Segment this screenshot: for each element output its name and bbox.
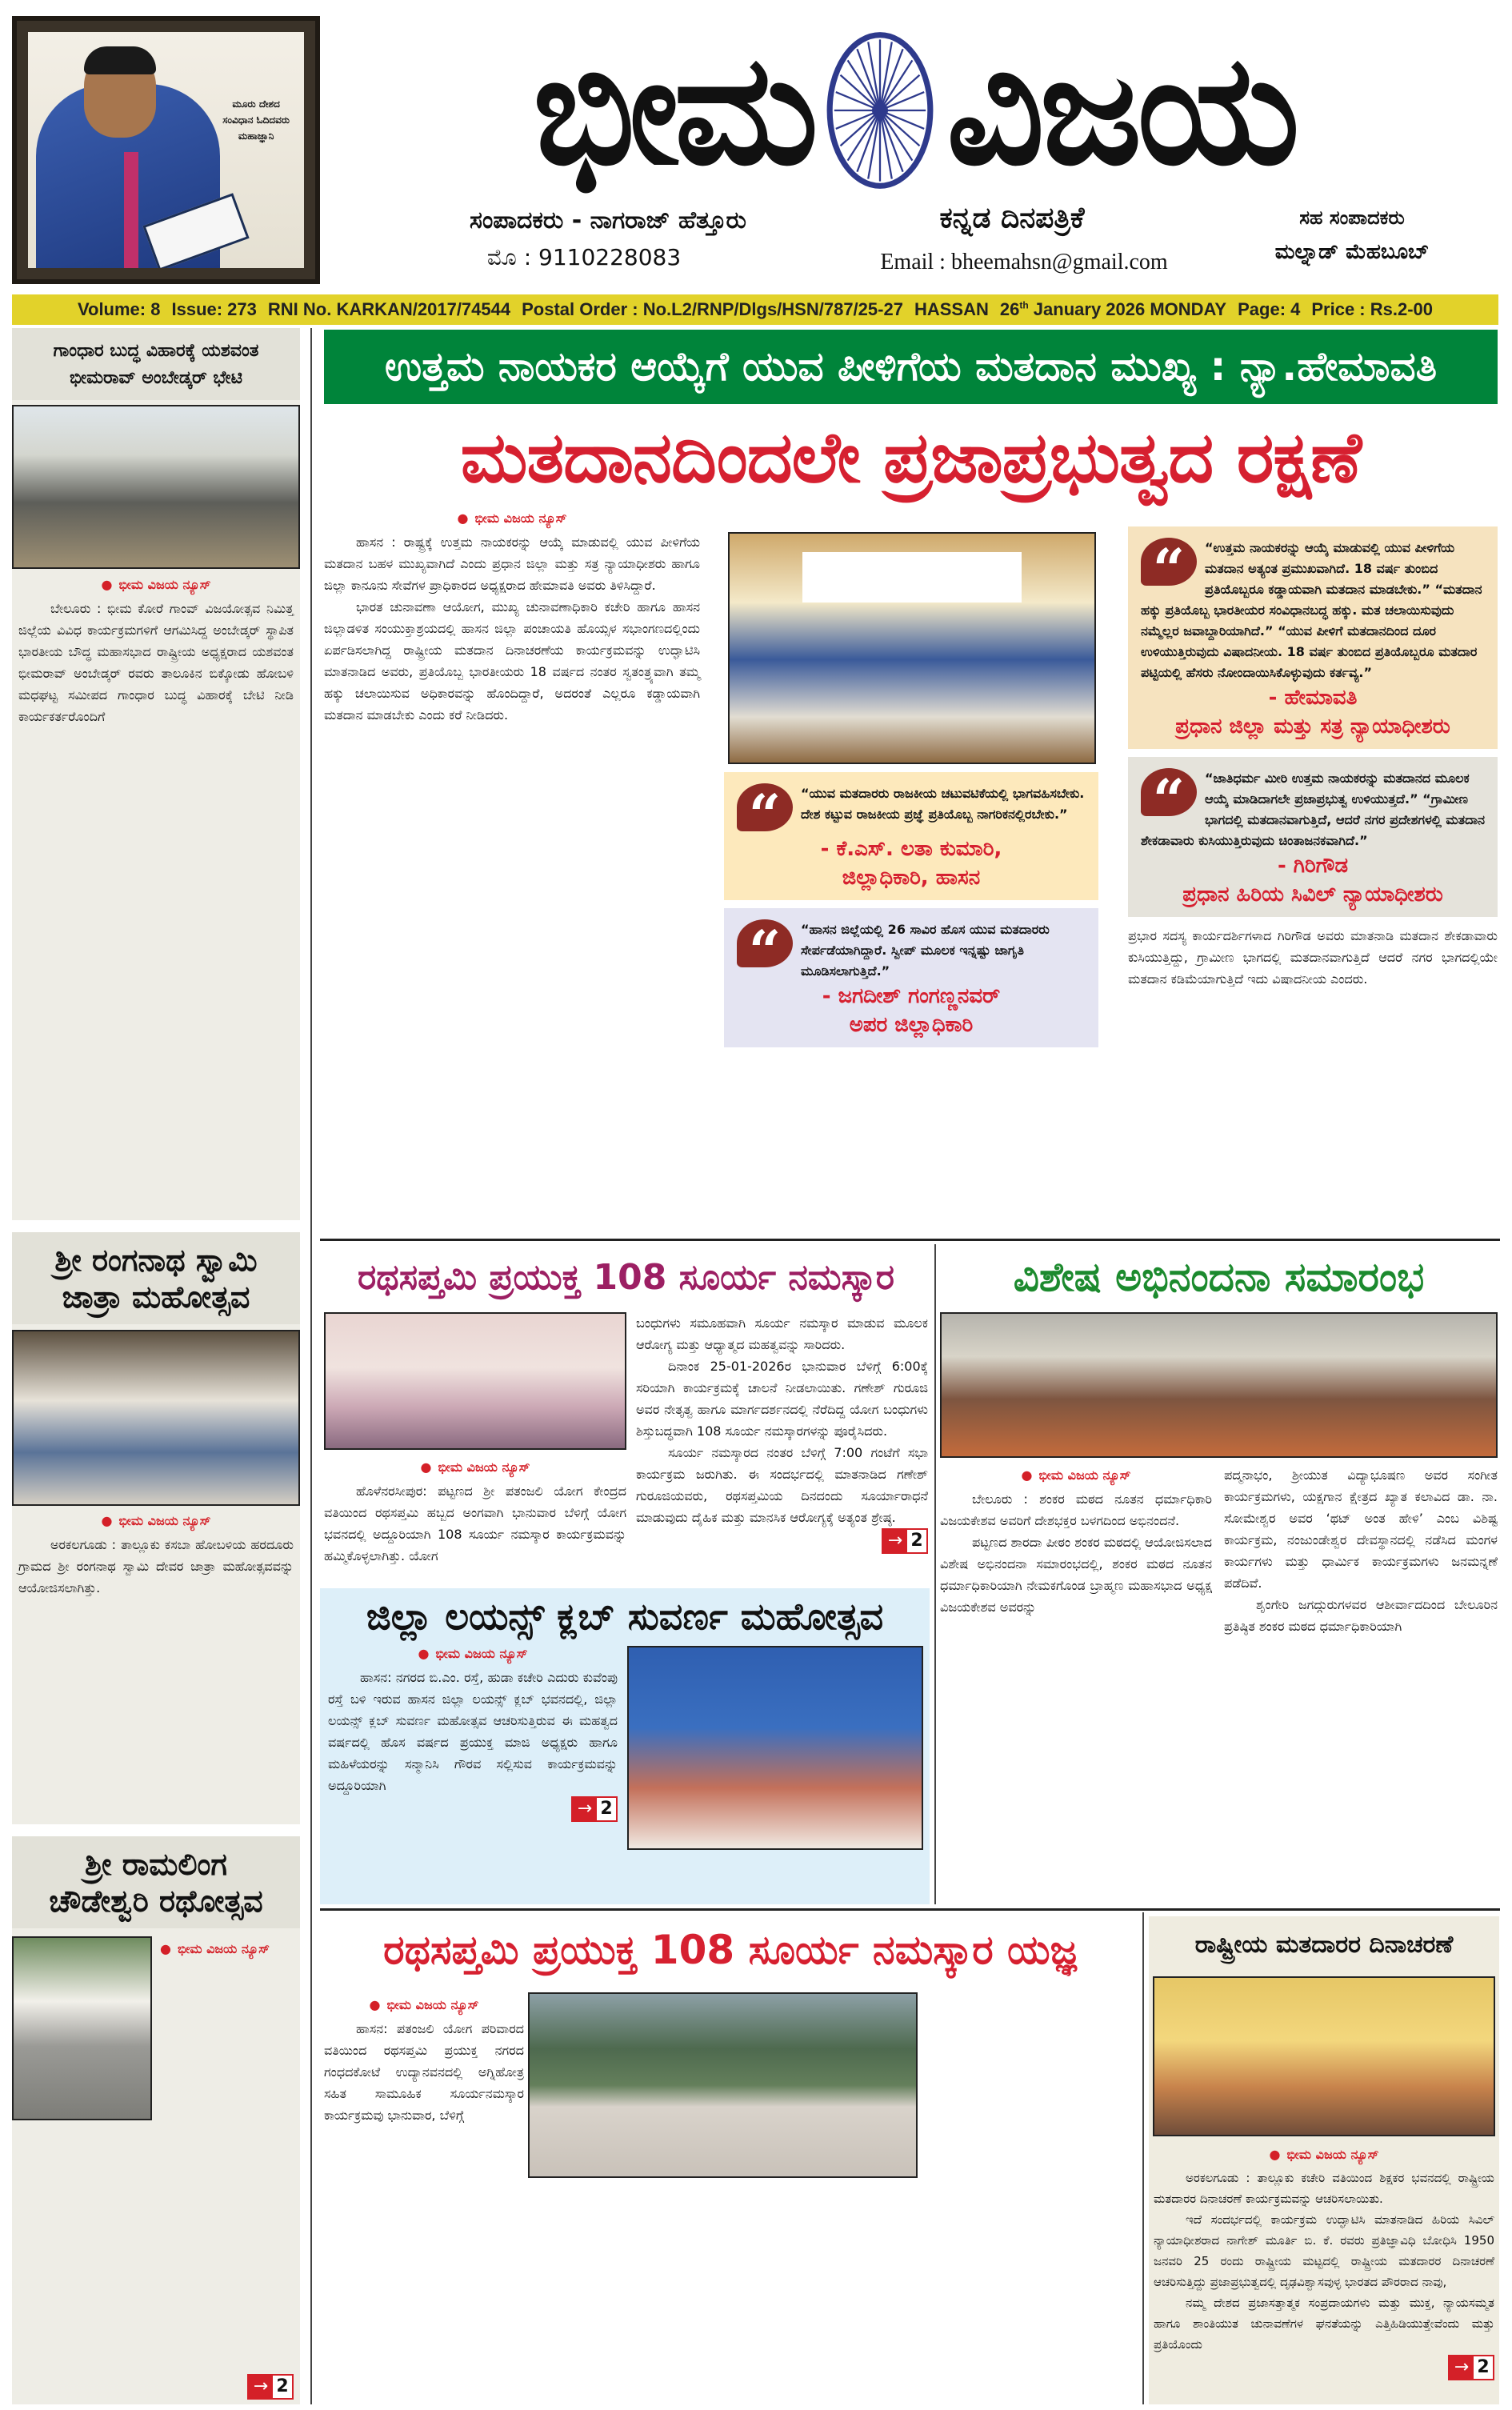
yoga-hall-photo — [324, 1312, 626, 1450]
quote-text: “ಹಾಸನ ಜಿಲ್ಲೆಯಲ್ಲಿ 26 ಸಾವಿರ ಹೊಸ ಯುವ ಮತದಾರರು ಸೇರ್ಪಡೆಯಾಗಿದ್ದಾರೆ. ಸ್ವೀಪ್ ಮೂಲಕ ಇನ್ನಷ್ಟು ಜಾಗೃತಿ ಮೂಡಿಸಲಾಗುತ್ತಿದೆ.” — [801, 922, 1050, 979]
photo-banner — [802, 552, 1022, 602]
quote-box-lathakumari — [724, 772, 1098, 900]
story-body: ಬೇಲೂರು : ಭೀಮ ಕೋರೆ ಗಾಂವ್ ವಿಜಯೋತ್ಸವ ನಿಮಿತ್ತ ಜಿಲ್ಲೆಯ ವಿವಿಧ ಕಾರ್ಯಕ್ರಮಗಳಿಗೆ ಆಗಮಿಸಿದ್ದ ಅಂಬೇಡ್ಕರ್ ಸ್ಥಾಪಿತ ಭಾರತೀಯ ಬೌದ್ಧ ಮಹಾಸಭಾದ ರಾಷ್ಟ್ರೀಯ ಅಧ್ಯಕ್ಷರಾದ ಯಶವಂತ ಭೀಮರಾವ್ ಅಂಬೇಡ್ಕರ್ ರವರು ತಾಲೂಕಿನ ಬಿಕ್ಕೋಡು ಹೋಬಳಿ ಮಧಘಟ್ಟ ಸಮೀಪದ ಗಾಂಧಾರ ಬುದ್ಧ ವಿಹಾರಕ್ಕೆ ಬೇಟಿ ನೀಡಿ ಕಾರ್ಯಕರ್ತರೊಂದಿಗೆ — [18, 601, 294, 724]
lead-story-headline: ಮತದಾನದಿಂದಲೇ ಪ್ರಜಾಪ್ರಭುತ್ವದ ರಕ್ಷಣೆ — [460, 416, 1362, 498]
quote-box-jagadish — [724, 908, 1098, 1047]
section-divider — [320, 1908, 1500, 1911]
story-headline — [12, 328, 300, 400]
lead-story-column-2 — [724, 532, 1098, 1047]
byline: ● ಭೀಮ ವಿಜಯ ನ್ಯೂಸ್ — [18, 1513, 294, 1529]
quote-author-role: ಜಿಲ್ಲಾಧಿಕಾರಿ, ಹಾಸನ — [842, 866, 981, 890]
left-story-buddha-vihara — [12, 328, 300, 1220]
felicitation-column-2 — [1224, 1464, 1498, 1637]
voters-day-story — [1149, 1916, 1499, 2404]
byline: ● ಭೀಮ ವಿಜಯ ನ್ಯೂಸ್ — [940, 1467, 1212, 1483]
byline: ● ಭೀಮ ವಿಜಯ ನ್ಯೂಸ್ — [324, 510, 700, 526]
co-editor-name: ಮಲ್ನಾಡ್ ಮೆಹಬೂಬ್ — [1274, 240, 1430, 264]
felicitation-headline: ವಿಶೇಷ ಅಭಿನಂದನಾ ಸಮಾರಂಭ — [1013, 1253, 1425, 1300]
editor-name: ಸಂಪಾದಕರು - ನಾಗರಾಜ್ ಹೆತ್ತೂರು — [470, 206, 746, 234]
story-body: ಹಾಸನ: ನಗರದ ಬಿ.ಎಂ. ರಸ್ತೆ, ಹುಡಾ ಕಚೇರಿ ಎದುರು ಕುವೆಂಪು ರಸ್ತೆ ಬಳಿ ಇರುವ ಹಾಸನ ಜಿಲ್ಲಾ ಲಯನ್ಸ್ ಕ್ಲಬ್ ಭವನದಲ್ಲಿ, ಜಿಲ್ಲಾ ಲಯನ್ಸ್ ಕ್ಲಬ್ ಸುವರ್ಣ ಮಹೋತ್ಸವ ಆಚರಿಸುತ್ತಿರುವ ಈ ಮಹತ್ವದ ವರ್ಷದಲ್ಲಿ ಹೊಸ ವರ್ಷದ ಪ್ರಯುಕ್ತ ಮಾಜಿ ಅಧ್ಯಕ್ಷರು ಹಾಗೂ ಮಹಿಳೆಯರನ್ನು ಸನ್ಮಾನಿಸಿ ಗೌರವ ಸಲ್ಲಿಸುವ ಕಾರ್ಯಕ್ರಮವನ್ನು ಅದ್ದೂರಿಯಾಗಿ — [328, 1670, 618, 1793]
caption-line: ಮಹಾಜ್ಞಾನಿ — [238, 130, 274, 142]
quote-author: - ಗಿರಿಗೌಡ — [1277, 854, 1349, 878]
byline: ● ಭೀಮ ವಿಜಯ ನ್ಯೂಸ್ — [328, 1646, 923, 1662]
issue-date — [1000, 299, 1226, 320]
headline-line: ಜಾತ್ರಾ ಮಹೋತ್ಸವ — [62, 1279, 250, 1315]
story-body: ಹೊಳೆನರಸೀಪುರ: ಪಟ್ಟಣದ ಶ್ರೀ ಪತಂಜಲಿ ಯೋಗ ಕೇಂದ್ರದ ವತಿಯಿಂದ ರಥಸಪ್ತಮಿ ಹಬ್ಬದ ಅಂಗವಾಗಿ ಭಾನುವಾರ ಬೆಳಿಗ್ಗೆ ಯೋಗ ಭವನದಲ್ಲಿ ಅದ್ದೂರಿಯಾಗಿ 108 ಸೂರ್ಯ ನಮಸ್ಕಾರ ಕಾರ್ಯಕ್ರಮವನ್ನು ಹಮ್ಮಿಕೊಳ್ಳಲಾಗಿತ್ತು. ಯೋಗ — [324, 1483, 626, 1563]
lead-story-banner: ಉತ್ತಮ ನಾಯಕರ ಆಯ್ಕೆಗೆ ಯುವ ಪೀಳಿಗೆಯ ಮತದಾನ ಮುಖ್ಯ : ನ್ಯಾ.ಹೇಮಾವತಿ — [324, 330, 1498, 404]
continued-page-button[interactable] — [247, 2374, 294, 2400]
story-paragraph: ದಿನಾಂಕ 25-01-2026ರ ಭಾನುವಾರ ಬೆಳಿಗ್ಗೆ 6:00ಕ್ಕೆ ಸರಿಯಾಗಿ ಕಾರ್ಯಕ್ರಮಕ್ಕೆ ಚಾಲನೆ ನೀಡಲಾಯಿತು. ಗಣೇಶ್ ಗುರೂಜಿ ಅವರ ನೇತೃತ್ವ ಹಾಗೂ ಮಾರ್ಗದರ್ಶನದಲ್ಲಿ ನೆರೆದಿದ್ದ ಯೋಗ ಬಂಧುಗಳು ಶಿಸ್ತುಬದ್ಧವಾಗಿ 108 ಸೂರ್ಯ ನಮಸ್ಕಾರಗಳನ್ನು ಪೂರೈಸಿದರು. — [636, 1359, 928, 1439]
story-headline — [12, 1836, 300, 1928]
story-paragraph: ಬಂಧುಗಳು ಸಮೂಹವಾಗಿ ಸೂರ್ಯ ನಮಸ್ಕಾರ ಮಾಡುವ ಮೂಲಕ ಆರೋಗ್ಯ ಮತ್ತು ಆಧ್ಯಾತ್ಮದ ಮಹತ್ವವನ್ನು ಸಾರಿದರು. — [636, 1315, 928, 1352]
lead-story-column-1 — [324, 506, 700, 726]
story-paragraph: ಪಟ್ಟಣದ ಶಾರದಾ ಪೀಠಂ ಶಂಕರ ಮಠದಲ್ಲಿ ಆಯೋಜಿಸಲಾದ ವಿಶೇಷ ಅಭಿನಂದನಾ ಸಮಾರಂಭದಲ್ಲಿ, ಶಂಕರ ಮಠದ ನೂತನ ಧರ್ಮಾಧಿಕಾರಿಯಾಗಿ ನೇಮಕಗೊಂಡ ಬ್ರಾಹ್ಮಣ ಮಹಾಸಭಾದ ಅಧ್ಯಕ್ಷ ವಿಜಯಕೇಶವ ಅವರನ್ನು — [940, 1535, 1212, 1615]
left-story-ramalinga — [12, 1836, 300, 2404]
story-photo — [12, 1936, 152, 2120]
continued-page-button[interactable] — [571, 1796, 618, 1822]
story-photo — [12, 405, 300, 569]
date-day: 26 — [999, 299, 1020, 319]
story-paragraph: ಬೇಲೂರು : ಶಂಕರ ಮಠದ ನೂತನ ಧರ್ಮಾಧಿಕಾರಿ ವಿಜಯಕೇಶವ ಅವರಿಗೆ ದೇಶಭಕ್ತರ ಬಳಗದಿಂದ ಅಭಿನಂದನೆ. — [940, 1491, 1212, 1528]
ambedkar-portrait — [28, 32, 304, 268]
newspaper-title — [328, 22, 1500, 198]
rathasaptami-column-2 — [636, 1312, 928, 1554]
story-paragraph: ನಮ್ಮ ದೇಶದ ಪ್ರಜಾಸತ್ತಾತ್ಮಕ ಸಂಪ್ರದಾಯಗಳು ಮತ್ತು ಮುಕ್ತ, ನ್ಯಾಯಸಮ್ಮತ ಹಾಗೂ ಶಾಂತಿಯುತ ಚುನಾವಣೆಗಳ ಘನತೆಯನ್ನು ಎತ್ತಿಹಿಡಿಯುತ್ತೇವೆಂದು ಮತ್ತು ಪ್ರತಿಯೊಂದು — [1154, 2296, 1494, 2352]
lions-club-photo — [627, 1646, 923, 1850]
quote-author-role: ಪ್ರಧಾನ ಜಿಲ್ಲಾ ಮತ್ತು ಸತ್ರ ನ್ಯಾಯಾಧೀಶರು — [1175, 715, 1450, 739]
headline-line: ಶ್ರೀ ರಾಮಲಿಂಗ — [85, 1847, 227, 1882]
quote-icon: “ — [737, 783, 793, 831]
felicitation-column-1 — [940, 1463, 1212, 1618]
headline-line: ಗಾಂಧಾರ ಬುದ್ಧ ವಿಹಾರಕ್ಕೆ ಯಶವಂತ — [53, 341, 259, 361]
left-story-ranganatha — [12, 1232, 300, 1824]
title-part-2: ವಿಜಯ — [946, 22, 1295, 198]
title-part-1: ಭೀಮ — [533, 22, 814, 198]
lead-paragraph: ಪ್ರಭಾರ ಸದಸ್ಯ ಕಾರ್ಯದರ್ಶಿಗಳಾದ ಗಿರಿಗೌಡ ಅವರು ಮಾತನಾಡಿ ಮತದಾನ ಶೇಕಡಾವಾರು ಕುಸಿಯುತ್ತಿದ್ದು, ಗ್ರಾಮೀಣ ಭಾಗದಲ್ಲಿ ಮತದಾನವಾಗುತ್ತಿದೆ ಆದರೆ ನಗರ ಭಾಗದಲ್ಲಿಯೇ ಮತದಾನ ಕಡಿಮೆಯಾಗುತ್ತಿದೆ ಇದು ವಿಷಾದನೀಯ ಎಂದರು. — [1128, 928, 1498, 987]
yajna-column-1 — [324, 1992, 524, 2126]
voters-day-photo — [1153, 1976, 1495, 2136]
continued-page-button[interactable] — [882, 1528, 928, 1554]
paper-type: ಕನ್ನಡ ದಿನಪತ್ರಿಕೆ — [939, 202, 1085, 234]
surya-namaskara-yajna-headline: ರಥಸಪ್ತಮಿ ಪ್ರಯುಕ್ತ 108 ಸೂರ್ಯ ನಮಸ್ಕಾರ ಯಜ್ಞ — [383, 1926, 1077, 1973]
issue: Issue: 273 — [171, 299, 257, 319]
quote-icon: “ — [737, 919, 793, 967]
story-paragraph: ಇದೆ ಸಂದರ್ಭದಲ್ಲಿ ಕಾರ್ಯಕ್ರಮ ಉದ್ಘಾಟಿಸಿ ಮಾತನಾಡಿದ ಹಿರಿಯ ಸಿವಿಲ್ ನ್ಯಾಯಾಧೀಶರಾದ ನಾಗೇಶ್ ಮೂರ್ತಿ ಬಿ. ಕೆ. ರವರು ಪ್ರತಿಜ್ಞಾವಿಧಿ ಬೋಧಿಸಿ 1950 ಜನವರಿ 25 ರಂದು ರಾಷ್ಟ್ರೀಯ ಮಟ್ಟದಲ್ಲಿ ರಾಷ್ಟ್ರೀಯ ಮತದಾರರ ದಿನಾಚರಣೆ ಆಚರಿಸುತ್ತಿದ್ದು ಪ್ರಜಾಪ್ರಭುತ್ವದಲ್ಲಿ ದೃಢವಿಶ್ವಾಸವುಳ್ಳ ಭಾರತದ ಪೌರರಾದ ನಾವು, — [1154, 2212, 1494, 2289]
continued-page-number: 2 — [1474, 2356, 1493, 2379]
continued-page-button[interactable] — [1448, 2355, 1494, 2380]
quote-icon: “ — [1141, 768, 1197, 816]
arrow-right-icon: → — [577, 1799, 593, 1819]
rni-number: RNI No. KARKAN/2017/74544 — [267, 299, 511, 319]
felicitation-photo — [940, 1312, 1498, 1458]
byline: ● ಭೀಮ ವಿಜಯ ನ್ಯೂಸ್ — [18, 577, 294, 593]
postal-order: Postal Order : No.L2/RNP/Dlgs/HSN/787/25-27 — [522, 299, 903, 319]
portrait-caption — [222, 96, 290, 144]
story-headline — [12, 1232, 300, 1324]
story-paragraph: ಸೂರ್ಯ ನಮಸ್ಕಾರದ ನಂತರ ಬೆಳಿಗ್ಗೆ 7:00 ಗಂಟೆಗೆ ಸಭಾ ಕಾರ್ಯಕ್ರಮ ಜರುಗಿತು. ಈ ಸಂದರ್ಭದಲ್ಲಿ ಮಾತನಾಡಿದ ಗಣೇಶ್ ಗುರೂಜಿಯವರು, ರಥಸಪ್ತಮಿಯ ದಿನದಂದು ಸೂರ್ಯಾರಾಧನೆ ಮಾಡುವುದು ದೈಹಿಕ ಮತ್ತು ಮಾನಸಿಕ ಆರೋಗ್ಯಕ್ಕೆ ಅತ್ಯಂತ ಶ್ರೇಷ್ಠ. — [636, 1445, 928, 1525]
lions-club-story — [320, 1588, 930, 1904]
quote-icon: “ — [1141, 538, 1197, 586]
email-link[interactable]: Email : bheemahsn@gmail.com — [880, 250, 1168, 274]
story-body: ಹಾಸನ: ಪತಂಜಲಿ ಯೋಗ ಪರಿವಾರದ ವತಿಯಿಂದ ರಥಸಪ್ತಮಿ ಪ್ರಯುಕ್ತ ನಗರದ ಗಂಧದಕೋಟೆ ಉದ್ಯಾನವನದಲ್ಲಿ ಅಗ್ನಿಹೋತ್ರ ಸಹಿತ ಸಾಮೂಹಿಕ ಸೂರ್ಯನಮಸ್ಕಾರ ಕಾರ್ಯಕ್ರಮವು ಭಾನುವಾರ, ಬೆಳಿಗ್ಗೆ — [324, 2021, 524, 2123]
phone-number: ಮೊ : 9110228083 — [486, 244, 682, 270]
arrow-right-icon: → — [887, 1531, 903, 1551]
section-divider — [320, 1239, 1500, 1241]
byline: ● ಭೀಮ ವಿಜಯ ನ್ಯೂಸ್ — [324, 1459, 626, 1475]
ambedkar-portrait-frame — [12, 16, 320, 284]
byline: ● ಭೀಮ ವಿಜಯ ನ್ಯೂಸ್ — [324, 1997, 524, 2013]
quote-text: “ಜಾತಿಧರ್ಮ ಮೀರಿ ಉತ್ತಮ ನಾಯಕರನ್ನು ಮತದಾನದ ಮೂಲಕ ಆಯ್ಕೆ ಮಾಡಿದಾಗಲೇ ಪ್ರಜಾಪ್ರಭುತ್ವ ಉಳಿಯುತ್ತದೆ.” “ಗ್ರಾಮೀಣ ಭಾಗದಲ್ಲಿ ಮತದಾನವಾಗುತ್ತಿದೆ, ಆದರೆ ನಗರ ಪ್ರದೇಶಗಳಲ್ಲಿ ಮತದಾನ ಶೇಕಡಾವಾರು ಕುಸಿಯುತ್ತಿರುವುದು ಚಿಂತಾಜನಕವಾಗಿದೆ.” — [1141, 771, 1485, 848]
quote-author: - ಕೆ.ಎಸ್. ಲತಾ ಕುಮಾರಿ, — [820, 837, 1002, 861]
headline-line: ಭೀಮರಾವ್ ಅಂಬೇಡ್ಕರ್ ಭೇಟಿ — [70, 368, 242, 388]
quote-box-girigowda — [1128, 757, 1498, 917]
story-paragraph: ಪದ್ಮನಾಭಂ, ಶ್ರೀಯುತ ವಿದ್ಯಾಭೂಷಣ ಅವರ ಸಂಗೀತ ಕಾರ್ಯಕ್ರಮಗಳು, ಯಕ್ಷಗಾನ ಕ್ಷೇತ್ರದ ಖ್ಯಾತ ಕಲಾವಿದ ಡಾ. ನಾ. ಸೋಮೇಶ್ವರ ಅವರ ‘ಥಟ್ ಅಂತ ಹೇಳಿ’ ಎಂಬ ವಿಶಿಷ್ಟ ಕಾರ್ಯಕ್ರಮ, ನಂಜುಂಡೇಶ್ವರ ದೇವಸ್ಥಾನದಲ್ಲಿ ನಡೆಸಿದ ಮಂಗಳ ಕಾರ್ಯಗಳು ಮತ್ತು ಧಾರ್ಮಿಕ ಕಾರ್ಯಕ್ರಮಗಳು ಜನಮನ್ನಣೆ ಪಡೆದಿವೆ. — [1224, 1467, 1498, 1591]
story-paragraph: ಅರಕಲಗೂಡು : ತಾಲ್ಲೂಕು ಕಚೇರಿ ವತಿಯಿಂದ ಶಿಕ್ಷಕರ ಭವನದಲ್ಲಿ ರಾಷ್ಟ್ರೀಯ ಮತದಾರರ ದಿನಾಚರಣೆ ಕಾರ್ಯಕ್ರಮವನ್ನು ಆಚರಿಸಲಾಯಿತು. — [1154, 2171, 1494, 2206]
price: Price : Rs.2-00 — [1311, 299, 1434, 319]
story-paragraph: ಶೃಂಗೇರಿ ಜಗದ್ಗುರುಗಳವರ ಆಶೀರ್ವಾದದಿಂದ ಬೇಲೂರಿನ ಪ್ರತಿಷ್ಠಿತ ಶಂಕರ ಮಠದ ಧರ್ಮಾಧಿಕಾರಿಯಾಗಿ — [1224, 1597, 1498, 1634]
quote-author-role: ಪ್ರಧಾನ ಹಿರಿಯ ಸಿವಿಲ್ ನ್ಯಾಯಾಧೀಶರು — [1182, 883, 1443, 907]
caption-line: ಮೂರು ದೇಶದ — [232, 98, 280, 110]
caption-line: ಸಂವಿಧಾನ ಓದಿದವರು — [222, 114, 290, 126]
date-rest: January 2026 MONDAY — [1033, 299, 1227, 319]
rathasaptami-headline: ರಥಸಪ್ತಮಿ ಪ್ರಯುಕ್ತ 108 ಸೂರ್ಯ ನಮಸ್ಕಾರ — [358, 1256, 894, 1298]
date-suffix: th — [1019, 299, 1029, 311]
park-yoga-photo — [528, 1992, 918, 2178]
continued-page-number: 2 — [907, 1530, 926, 1552]
story-photo — [12, 1330, 300, 1506]
quote-box-hemavathi — [1128, 526, 1498, 749]
co-editor-label: ಸಹ ಸಂಪಾದಕರು — [1299, 206, 1405, 229]
continued-page-number: 2 — [597, 1798, 616, 1820]
byline: ● ಭೀಮ ವಿಜಯ ನ್ಯೂಸ್ — [160, 1941, 270, 1957]
headline-line: ಶ್ರೀ ರಂಗನಾಥ ಸ್ವಾಮಿ — [54, 1243, 258, 1278]
lead-paragraph: ಹಾಸನ : ರಾಷ್ಟ್ರಕ್ಕೆ ಉತ್ತಮ ನಾಯಕರನ್ನು ಆಯ್ಕೆ ಮಾಡುವಲ್ಲಿ ಯುವ ಪೀಳಿಗೆಯ ಮತದಾನ ಬಹಳ ಮುಖ್ಯವಾಗಿದೆ ಎಂದು ಪ್ರಧಾನ ಜಿಲ್ಲಾ ಮತ್ತು ಸತ್ರ ನ್ಯಾಯಾಧೀಶರು ಹಾಗೂ ಜಿಲ್ಲಾ ಕಾನೂನು ಸೇವೆಗಳ ಪ್ರಾಧಿಕಾರದ ಅಧ್ಯಕ್ಷರಾದ ಹೇಮಾವತಿ ಅವರು ತಿಳಿಸಿದ್ದಾರೆ. — [324, 534, 700, 593]
column-divider — [934, 1244, 936, 1904]
quote-author: - ಜಗದೀಶ್ ಗಂಗಣ್ಣನವರ್ — [822, 984, 1001, 1008]
arrow-right-icon: → — [253, 2376, 269, 2396]
quote-author: - ಹೇಮಾವತಿ — [1268, 686, 1358, 710]
city: HASSAN — [914, 299, 989, 319]
lead-paragraph: ಭಾರತ ಚುನಾವಣಾ ಆಯೋಗ, ಮುಖ್ಯ ಚುನಾವಣಾಧಿಕಾರಿ ಕಚೇರಿ ಹಾಗೂ ಹಾಸನ ಜಿಲ್ಲಾಡಳಿತ ಸಂಯುಕ್ತಾಶ್ರಯದಲ್ಲಿ ಹಾಸನ ಜಿಲ್ಲಾ ಪಂಚಾಯತಿ ಹೊಯ್ಸಳ ಸಭಾಂಗಣದಲ್ಲಿಂದು ಏರ್ಪಡಿಸಲಾಗಿದ್ದ ರಾಷ್ಟ್ರೀಯ ಮತದಾನ ದಿನಾಚರಣೆಯ ಕಾರ್ಯಕ್ರಮವನ್ನು ಉದ್ಘಾಟಿಸಿ ಮಾತನಾಡಿದ ಅವರು, ಪ್ರತಿಯೊಬ್ಬ ಭಾರತೀಯರು 18 ವರ್ಷದ ನಂತರ ಸ್ವತಂತ್ರ್ಯವಾಗಿ ತಮ್ಮ ಹಕ್ಕು ಚಲಾಯಿಸುವ ಅಧಿಕಾರವನ್ನು ಹೊಂದಿದ್ದಾರೆ, ಅದರಂತೆ ಎಲ್ಲರೂ ಕಡ್ಡಾಯವಾಗಿ ಮತದಾನ ಮಾಡಬೇಕು ಎಂದು ಕರೆ ನೀಡಿದರು. — [324, 599, 700, 723]
column-divider — [1142, 1912, 1144, 2404]
issue-info-bar — [12, 294, 1498, 325]
headline-line: ಚೌಡೇಶ್ವರಿ ರಥೋತ್ಸವ — [49, 1884, 263, 1919]
arrow-right-icon: → — [1454, 2357, 1470, 2377]
page-number: Page: 4 — [1238, 299, 1301, 319]
quote-text: “ಯುವ ಮತದಾರರು ರಾಜಕೀಯ ಚಟುವಟಿಕೆಯಲ್ಲಿ ಭಾಗವಹಿಸಬೇಕು. ದೇಶ ಕಟ್ಟುವ ರಾಜಕೀಯ ಪ್ರಜ್ಞೆ ಪ್ರತಿಯೊಬ್ಬ ನಾಗರಿಕನಲ್ಲಿರಬೇಕು.” — [801, 786, 1085, 822]
volume: Volume: 8 — [77, 299, 161, 319]
quote-text: “ಉತ್ತಮ ನಾಯಕರನ್ನು ಆಯ್ಕೆ ಮಾಡುವಲ್ಲಿ ಯುವ ಪೀಳಿಗೆಯ ಮತದಾನ ಅತ್ಯಂತ ಪ್ರಮುಖವಾಗಿದೆ. 18 ವರ್ಷ ತುಂಬಿದ ಪ್ರತಿಯೊಬ್ಬರೂ ಕಡ್ಡಾಯವಾಗಿ ಮತದಾನ ಮಾಡಬೇಕು.” “ಮತದಾನ ಹಕ್ಕು ಪ್ರತಿಯೊಬ್ಬ ಭಾರತೀಯರ ಸಂವಿಧಾನಬದ್ಧ ಹಕ್ಕು. ಮತ ಚಲಾಯಿಸುವುದು ನಮ್ಮೆಲ್ಲರ ಜವಾಬ್ದಾರಿಯಾಗಿದೆ.” “ಯುವ ಪೀಳಿಗೆ ಮತದಾನದಿಂದ ದೂರ ಉಳಿಯುತ್ತಿರುವುದು ವಿಷಾದನೀಯ. 18 ವರ್ಷ ತುಂಬಿದ ಪ್ರತಿಯೊಬ್ಬರೂ ಮತದಾರ ಪಟ್ಟಿಯಲ್ಲಿ ಹೆಸರು ನೋಂದಾಯಿಸಿಕೊಳ್ಳುವುದು ಕರ್ತವ್ಯ.” — [1141, 540, 1482, 680]
story-body: ಅರಕಲಗೂಡು : ತಾಲ್ಲೂಕು ಕಸಬಾ ಹೋಬಳಿಯ ಹರದೂರು ಗ್ರಾಮದ ಶ್ರೀ ರಂಗನಾಥ ಸ್ವಾಮಿ ದೇವರ ಜಾತ್ರಾ ಮಹೋತ್ಸವವನ್ನು ಆಯೋಜಿಸಲಾಗಿತ್ತು. — [18, 1537, 294, 1595]
byline: ● ಭೀಮ ವಿಜಯ ನ್ಯೂಸ್ — [1154, 2147, 1494, 2163]
continued-page-number: 2 — [273, 2376, 292, 2398]
ashoka-chakra-icon — [820, 30, 940, 190]
rathasaptami-column-1 — [324, 1455, 626, 1567]
voters-day-stage-photo — [728, 532, 1096, 764]
lions-club-headline: ಜಿಲ್ಲಾ ಲಯನ್ಸ್ ಕ್ಲಬ್ ಸುವರ್ಣ ಮಹೋತ್ಸವ — [366, 1595, 884, 1638]
lead-story-column-3 — [1128, 526, 1498, 990]
column-divider — [310, 328, 312, 2404]
voters-day-headline: ರಾಷ್ಟ್ರೀಯ ಮತದಾರರ ದಿನಾಚರಣೆ — [1194, 1930, 1454, 1959]
quote-author-role: ಅಪರ ಜಿಲ್ಲಾಧಿಕಾರಿ — [849, 1013, 974, 1037]
